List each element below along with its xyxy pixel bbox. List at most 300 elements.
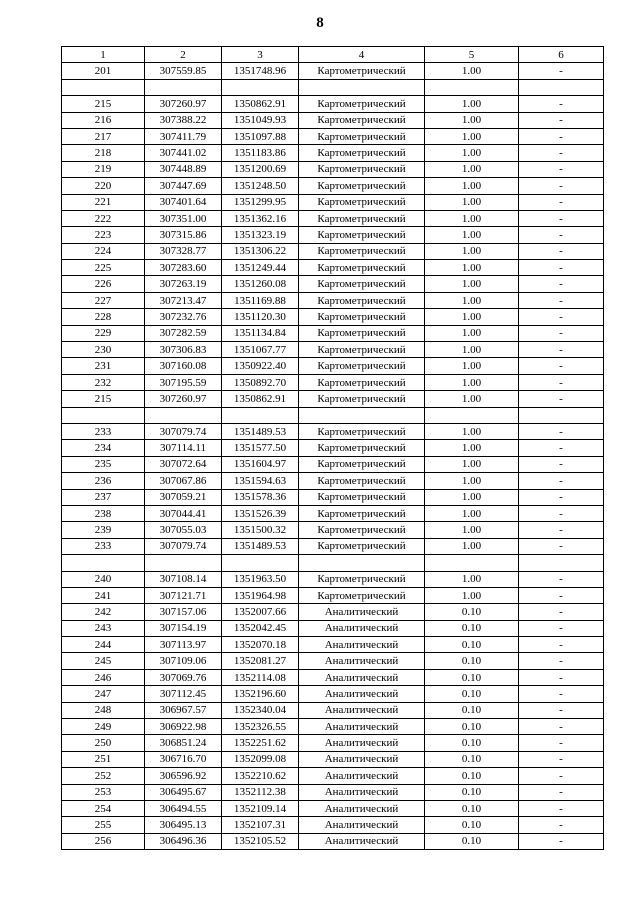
y-coordinate-cell: 1352210.62 <box>222 768 299 784</box>
point-number-cell: 220 <box>62 178 145 194</box>
point-number-cell: 227 <box>62 292 145 308</box>
y-coordinate-cell: 1351594.63 <box>222 473 299 489</box>
method-cell: Аналитический <box>299 735 425 751</box>
accuracy-cell: 1.00 <box>425 194 519 210</box>
note-cell: - <box>519 505 604 521</box>
x-coordinate-cell: 307283.60 <box>145 260 222 276</box>
method-cell: Картометрический <box>299 456 425 472</box>
accuracy-cell: 1.00 <box>425 571 519 587</box>
point-number-cell: 241 <box>62 587 145 603</box>
note-cell: - <box>519 161 604 177</box>
table-row <box>62 489 604 505</box>
table-row <box>62 719 604 735</box>
accuracy-cell: 1.00 <box>425 391 519 407</box>
point-number-cell: 225 <box>62 260 145 276</box>
y-coordinate-cell: 1350892.70 <box>222 374 299 390</box>
note-cell: - <box>519 374 604 390</box>
method-cell: Картометрический <box>299 440 425 456</box>
note-cell: - <box>519 751 604 767</box>
point-number-cell: 231 <box>62 358 145 374</box>
note-cell: - <box>519 96 604 112</box>
table-row <box>62 505 604 521</box>
accuracy-cell: 1.00 <box>425 145 519 161</box>
table-row <box>62 669 604 685</box>
x-coordinate-cell: 306495.67 <box>145 784 222 800</box>
table-separator-row <box>62 407 604 423</box>
table-row <box>62 522 604 538</box>
table-row <box>62 637 604 653</box>
point-number-cell: 230 <box>62 342 145 358</box>
x-coordinate-cell <box>145 79 222 95</box>
note-cell: - <box>519 800 604 816</box>
accuracy-cell: 1.00 <box>425 210 519 226</box>
note-cell: - <box>519 817 604 833</box>
accuracy-cell: 0.10 <box>425 686 519 702</box>
point-number-cell: 244 <box>62 637 145 653</box>
note-cell <box>519 555 604 571</box>
note-cell <box>519 79 604 95</box>
column-header-4: 4 <box>299 47 425 63</box>
x-coordinate-cell: 307109.06 <box>145 653 222 669</box>
table-row <box>62 587 604 603</box>
y-coordinate-cell <box>222 407 299 423</box>
note-cell: - <box>519 686 604 702</box>
method-cell: Картометрический <box>299 276 425 292</box>
x-coordinate-cell: 307282.59 <box>145 325 222 341</box>
note-cell: - <box>519 719 604 735</box>
note-cell: - <box>519 784 604 800</box>
note-cell: - <box>519 571 604 587</box>
table-separator-row <box>62 79 604 95</box>
x-coordinate-cell: 307411.79 <box>145 128 222 144</box>
point-number-cell: 223 <box>62 227 145 243</box>
accuracy-cell: 1.00 <box>425 243 519 259</box>
y-coordinate-cell: 1351323.19 <box>222 227 299 243</box>
method-cell: Картометрический <box>299 309 425 325</box>
note-cell: - <box>519 620 604 636</box>
accuracy-cell: 1.00 <box>425 374 519 390</box>
x-coordinate-cell: 306496.36 <box>145 833 222 849</box>
method-cell: Картометрический <box>299 587 425 603</box>
x-coordinate-cell: 307260.97 <box>145 96 222 112</box>
point-number-cell: 234 <box>62 440 145 456</box>
note-cell: - <box>519 194 604 210</box>
point-number-cell: 236 <box>62 473 145 489</box>
y-coordinate-cell: 1351200.69 <box>222 161 299 177</box>
note-cell: - <box>519 489 604 505</box>
note-cell: - <box>519 669 604 685</box>
point-number-cell: 218 <box>62 145 145 161</box>
y-coordinate-cell: 1351260.08 <box>222 276 299 292</box>
table-row <box>62 210 604 226</box>
y-coordinate-cell: 1352112.38 <box>222 784 299 800</box>
x-coordinate-cell: 306596.92 <box>145 768 222 784</box>
point-number-cell: 255 <box>62 817 145 833</box>
x-coordinate-cell: 307055.03 <box>145 522 222 538</box>
note-cell: - <box>519 145 604 161</box>
point-number-cell: 219 <box>62 161 145 177</box>
table-row <box>62 423 604 439</box>
table-row <box>62 735 604 751</box>
table-row <box>62 309 604 325</box>
table-row <box>62 456 604 472</box>
note-cell: - <box>519 292 604 308</box>
point-number-cell: 228 <box>62 309 145 325</box>
table-row <box>62 686 604 702</box>
note-cell <box>519 407 604 423</box>
accuracy-cell <box>425 407 519 423</box>
y-coordinate-cell: 1351577.50 <box>222 440 299 456</box>
method-cell: Картометрический <box>299 538 425 554</box>
y-coordinate-cell: 1352109.14 <box>222 800 299 816</box>
table-row <box>62 260 604 276</box>
method-cell: Аналитический <box>299 669 425 685</box>
y-coordinate-cell: 1352107.31 <box>222 817 299 833</box>
accuracy-cell: 0.10 <box>425 817 519 833</box>
note-cell: - <box>519 473 604 489</box>
accuracy-cell: 1.00 <box>425 522 519 538</box>
method-cell: Картометрический <box>299 260 425 276</box>
note-cell: - <box>519 342 604 358</box>
accuracy-cell: 0.10 <box>425 620 519 636</box>
method-cell: Картометрический <box>299 128 425 144</box>
accuracy-cell: 1.00 <box>425 292 519 308</box>
accuracy-cell: 0.10 <box>425 800 519 816</box>
x-coordinate-cell: 307447.69 <box>145 178 222 194</box>
accuracy-cell: 0.10 <box>425 702 519 718</box>
point-number-cell: 243 <box>62 620 145 636</box>
note-cell: - <box>519 768 604 784</box>
x-coordinate-cell: 307108.14 <box>145 571 222 587</box>
y-coordinate-cell: 1351963.50 <box>222 571 299 587</box>
accuracy-cell <box>425 555 519 571</box>
note-cell: - <box>519 63 604 79</box>
point-number-cell: 215 <box>62 391 145 407</box>
column-header-1: 1 <box>62 47 145 63</box>
accuracy-cell: 0.10 <box>425 768 519 784</box>
y-coordinate-cell: 1351489.53 <box>222 423 299 439</box>
point-number-cell: 217 <box>62 128 145 144</box>
x-coordinate-cell: 307195.59 <box>145 374 222 390</box>
method-cell: Картометрический <box>299 194 425 210</box>
column-header-6: 6 <box>519 47 604 63</box>
table-row <box>62 227 604 243</box>
method-cell: Картометрический <box>299 358 425 374</box>
table-row <box>62 178 604 194</box>
method-cell: Картометрический <box>299 374 425 390</box>
accuracy-cell: 1.00 <box>425 489 519 505</box>
accuracy-cell: 1.00 <box>425 440 519 456</box>
method-cell: Картометрический <box>299 522 425 538</box>
y-coordinate-cell: 1350922.40 <box>222 358 299 374</box>
table-body <box>62 63 604 850</box>
y-coordinate-cell <box>222 555 299 571</box>
accuracy-cell: 1.00 <box>425 260 519 276</box>
table-row <box>62 243 604 259</box>
x-coordinate-cell: 306494.55 <box>145 800 222 816</box>
method-cell: Картометрический <box>299 571 425 587</box>
point-number-cell: 252 <box>62 768 145 784</box>
note-cell: - <box>519 243 604 259</box>
y-coordinate-cell: 1352340.04 <box>222 702 299 718</box>
point-number-cell: 247 <box>62 686 145 702</box>
y-coordinate-cell: 1351500.32 <box>222 522 299 538</box>
accuracy-cell: 1.00 <box>425 96 519 112</box>
point-number-cell <box>62 79 145 95</box>
accuracy-cell: 1.00 <box>425 538 519 554</box>
y-coordinate-cell: 1350862.91 <box>222 96 299 112</box>
method-cell: Картометрический <box>299 489 425 505</box>
column-header-5: 5 <box>425 47 519 63</box>
table-row <box>62 391 604 407</box>
y-coordinate-cell: 1351362.16 <box>222 210 299 226</box>
x-coordinate-cell: 307112.45 <box>145 686 222 702</box>
y-coordinate-cell: 1352070.18 <box>222 637 299 653</box>
note-cell: - <box>519 833 604 849</box>
x-coordinate-cell: 307160.08 <box>145 358 222 374</box>
point-number-cell: 251 <box>62 751 145 767</box>
table-row <box>62 571 604 587</box>
y-coordinate-cell: 1351120.30 <box>222 309 299 325</box>
method-cell: Аналитический <box>299 719 425 735</box>
table-row <box>62 538 604 554</box>
accuracy-cell: 1.00 <box>425 505 519 521</box>
point-number-cell: 254 <box>62 800 145 816</box>
point-number-cell: 238 <box>62 505 145 521</box>
x-coordinate-cell <box>145 555 222 571</box>
y-coordinate-cell <box>222 79 299 95</box>
x-coordinate-cell: 307306.83 <box>145 342 222 358</box>
method-cell: Аналитический <box>299 751 425 767</box>
column-header-2: 2 <box>145 47 222 63</box>
method-cell: Картометрический <box>299 96 425 112</box>
point-number-cell: 245 <box>62 653 145 669</box>
point-number-cell: 237 <box>62 489 145 505</box>
y-coordinate-cell: 1351526.39 <box>222 505 299 521</box>
y-coordinate-cell: 1352007.66 <box>222 604 299 620</box>
note-cell: - <box>519 325 604 341</box>
accuracy-cell: 1.00 <box>425 161 519 177</box>
x-coordinate-cell <box>145 407 222 423</box>
method-cell: Аналитический <box>299 817 425 833</box>
method-cell: Аналитический <box>299 604 425 620</box>
y-coordinate-cell: 1351604.97 <box>222 456 299 472</box>
table-row <box>62 112 604 128</box>
x-coordinate-cell: 307079.74 <box>145 538 222 554</box>
y-coordinate-cell: 1352326.55 <box>222 719 299 735</box>
method-cell <box>299 79 425 95</box>
point-number-cell: 215 <box>62 96 145 112</box>
y-coordinate-cell: 1352105.52 <box>222 833 299 849</box>
coordinates-table <box>61 46 604 850</box>
method-cell: Аналитический <box>299 768 425 784</box>
table-row <box>62 702 604 718</box>
table-row <box>62 145 604 161</box>
accuracy-cell: 1.00 <box>425 473 519 489</box>
y-coordinate-cell: 1351748.96 <box>222 63 299 79</box>
note-cell: - <box>519 637 604 653</box>
x-coordinate-cell: 307044.41 <box>145 505 222 521</box>
y-coordinate-cell: 1352042.45 <box>222 620 299 636</box>
method-cell: Картометрический <box>299 63 425 79</box>
method-cell: Картометрический <box>299 391 425 407</box>
note-cell: - <box>519 538 604 554</box>
y-coordinate-cell: 1352081.27 <box>222 653 299 669</box>
note-cell: - <box>519 112 604 128</box>
y-coordinate-cell: 1351964.98 <box>222 587 299 603</box>
accuracy-cell: 1.00 <box>425 227 519 243</box>
note-cell: - <box>519 309 604 325</box>
table-row <box>62 325 604 341</box>
note-cell: - <box>519 456 604 472</box>
x-coordinate-cell: 307232.76 <box>145 309 222 325</box>
accuracy-cell: 0.10 <box>425 833 519 849</box>
note-cell: - <box>519 653 604 669</box>
y-coordinate-cell: 1351169.88 <box>222 292 299 308</box>
method-cell: Картометрический <box>299 423 425 439</box>
note-cell: - <box>519 227 604 243</box>
x-coordinate-cell: 307351.00 <box>145 210 222 226</box>
point-number-cell: 229 <box>62 325 145 341</box>
accuracy-cell: 1.00 <box>425 128 519 144</box>
x-coordinate-cell: 307157.06 <box>145 604 222 620</box>
point-number-cell: 256 <box>62 833 145 849</box>
point-number-cell: 232 <box>62 374 145 390</box>
x-coordinate-cell: 307069.76 <box>145 669 222 685</box>
accuracy-cell: 0.10 <box>425 669 519 685</box>
accuracy-cell: 0.10 <box>425 784 519 800</box>
point-number-cell: 239 <box>62 522 145 538</box>
method-cell: Картометрический <box>299 227 425 243</box>
table-row <box>62 342 604 358</box>
method-cell: Картометрический <box>299 243 425 259</box>
x-coordinate-cell: 306716.70 <box>145 751 222 767</box>
table-row <box>62 374 604 390</box>
y-coordinate-cell: 1351067.77 <box>222 342 299 358</box>
note-cell: - <box>519 587 604 603</box>
table-row <box>62 358 604 374</box>
method-cell: Картометрический <box>299 161 425 177</box>
x-coordinate-cell: 307260.97 <box>145 391 222 407</box>
method-cell: Аналитический <box>299 833 425 849</box>
table-separator-row <box>62 555 604 571</box>
point-number-cell: 216 <box>62 112 145 128</box>
point-number-cell: 233 <box>62 423 145 439</box>
method-cell <box>299 555 425 571</box>
accuracy-cell: 0.10 <box>425 637 519 653</box>
table-row <box>62 817 604 833</box>
accuracy-cell: 1.00 <box>425 587 519 603</box>
note-cell: - <box>519 735 604 751</box>
y-coordinate-cell: 1351097.88 <box>222 128 299 144</box>
column-header-3: 3 <box>222 47 299 63</box>
note-cell: - <box>519 522 604 538</box>
accuracy-cell: 1.00 <box>425 112 519 128</box>
x-coordinate-cell: 306922.98 <box>145 719 222 735</box>
table-row <box>62 96 604 112</box>
point-number-cell: 224 <box>62 243 145 259</box>
method-cell: Аналитический <box>299 800 425 816</box>
table-row <box>62 768 604 784</box>
accuracy-cell: 1.00 <box>425 178 519 194</box>
table-row <box>62 128 604 144</box>
y-coordinate-cell: 1351489.53 <box>222 538 299 554</box>
x-coordinate-cell: 307154.19 <box>145 620 222 636</box>
table-row <box>62 63 604 79</box>
method-cell: Картометрический <box>299 210 425 226</box>
y-coordinate-cell: 1351299.95 <box>222 194 299 210</box>
table-header-row <box>62 47 604 63</box>
note-cell: - <box>519 423 604 439</box>
note-cell: - <box>519 260 604 276</box>
table-row <box>62 194 604 210</box>
note-cell: - <box>519 358 604 374</box>
y-coordinate-cell: 1351578.36 <box>222 489 299 505</box>
x-coordinate-cell: 307072.64 <box>145 456 222 472</box>
point-number-cell: 222 <box>62 210 145 226</box>
x-coordinate-cell: 307315.86 <box>145 227 222 243</box>
point-number-cell: 233 <box>62 538 145 554</box>
accuracy-cell: 0.10 <box>425 604 519 620</box>
method-cell: Аналитический <box>299 686 425 702</box>
method-cell: Аналитический <box>299 784 425 800</box>
x-coordinate-cell: 307441.02 <box>145 145 222 161</box>
x-coordinate-cell: 306967.57 <box>145 702 222 718</box>
note-cell: - <box>519 210 604 226</box>
note-cell: - <box>519 702 604 718</box>
y-coordinate-cell: 1352114.08 <box>222 669 299 685</box>
table-row <box>62 604 604 620</box>
method-cell: Картометрический <box>299 292 425 308</box>
table-row <box>62 784 604 800</box>
point-number-cell <box>62 555 145 571</box>
method-cell: Картометрический <box>299 178 425 194</box>
method-cell: Картометрический <box>299 505 425 521</box>
accuracy-cell: 0.10 <box>425 735 519 751</box>
x-coordinate-cell: 307059.21 <box>145 489 222 505</box>
table-row <box>62 800 604 816</box>
y-coordinate-cell: 1352099.08 <box>222 751 299 767</box>
x-coordinate-cell: 307263.19 <box>145 276 222 292</box>
point-number-cell: 253 <box>62 784 145 800</box>
x-coordinate-cell: 307079.74 <box>145 423 222 439</box>
point-number-cell <box>62 407 145 423</box>
y-coordinate-cell: 1351248.50 <box>222 178 299 194</box>
note-cell: - <box>519 128 604 144</box>
y-coordinate-cell: 1351306.22 <box>222 243 299 259</box>
accuracy-cell: 1.00 <box>425 423 519 439</box>
method-cell: Картометрический <box>299 325 425 341</box>
table-row <box>62 276 604 292</box>
y-coordinate-cell: 1352251.62 <box>222 735 299 751</box>
accuracy-cell: 1.00 <box>425 456 519 472</box>
point-number-cell: 249 <box>62 719 145 735</box>
accuracy-cell: 0.10 <box>425 653 519 669</box>
method-cell <box>299 407 425 423</box>
method-cell: Аналитический <box>299 653 425 669</box>
table-row <box>62 473 604 489</box>
accuracy-cell: 1.00 <box>425 325 519 341</box>
point-number-cell: 235 <box>62 456 145 472</box>
accuracy-cell: 0.10 <box>425 719 519 735</box>
x-coordinate-cell: 307213.47 <box>145 292 222 308</box>
y-coordinate-cell: 1352196.60 <box>222 686 299 702</box>
accuracy-cell <box>425 79 519 95</box>
y-coordinate-cell: 1350862.91 <box>222 391 299 407</box>
accuracy-cell: 1.00 <box>425 358 519 374</box>
note-cell: - <box>519 391 604 407</box>
y-coordinate-cell: 1351183.86 <box>222 145 299 161</box>
